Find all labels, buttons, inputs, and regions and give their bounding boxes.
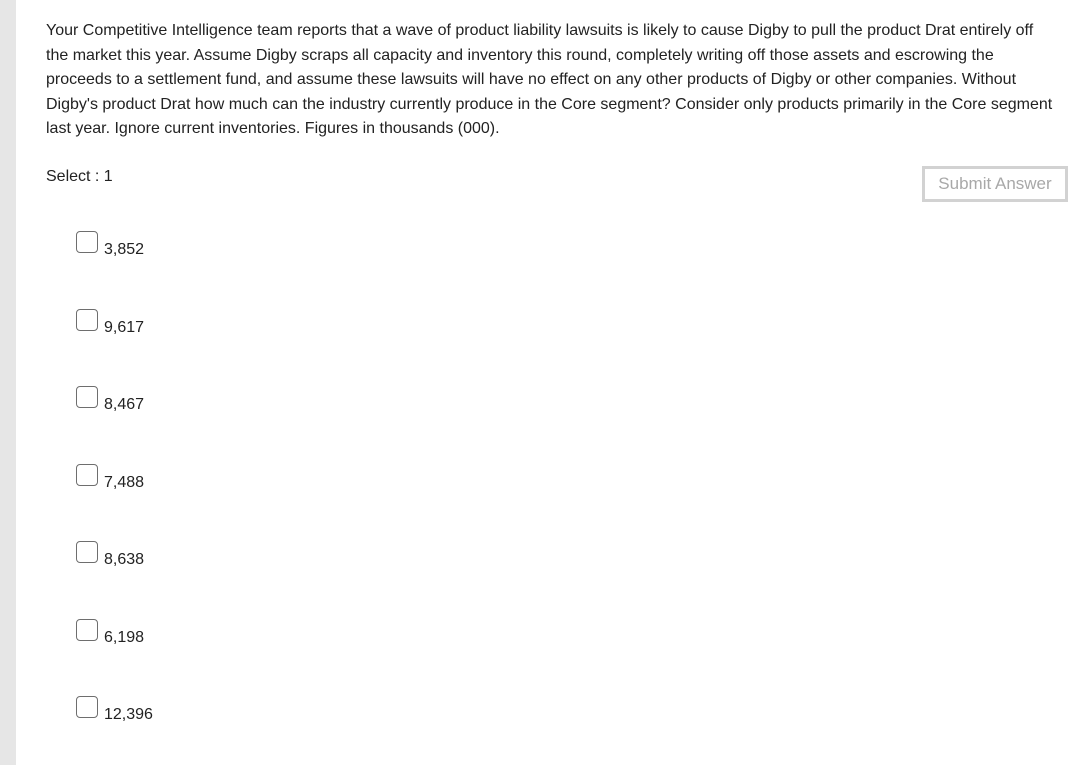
question-text: Your Competitive Intelligence team reports that a wave of product liability lawsuits is likely to cause Digby to pull the product Drat entirely off the market this year. Assume Digby scraps all capacity and inventory this round, completely writing off those assets and escrowing the proceeds to a settlement fund, and assume these lawsuits will have no effect on any other products of Digby or other companies. Without Digby's product Drat how much can the industry currently produce in the Core segment? Consider only products primarily in the Core segment last year. Ignore current inventories. Figures in thousands (000). (46, 22, 1053, 137)
checkbox[interactable] (76, 231, 98, 253)
checkbox[interactable] (76, 309, 98, 331)
answer-option-label: 8,467 (104, 396, 145, 413)
checkbox[interactable] (76, 464, 98, 486)
answer-option-label: 12,396 (104, 706, 153, 723)
answer-option-label: 3,852 (104, 241, 145, 258)
checkbox[interactable] (76, 696, 98, 718)
checkbox[interactable] (76, 386, 98, 408)
answer-option-label: 8,638 (104, 551, 145, 568)
select-count-label: Select : 1 (46, 168, 113, 185)
checkbox[interactable] (76, 619, 98, 641)
answer-option-label: 7,488 (104, 473, 145, 491)
checkbox[interactable] (76, 541, 98, 563)
answer-option-label: 6,198 (104, 628, 145, 646)
left-gutter (0, 0, 16, 765)
submit-answer-button[interactable]: Submit Answer (922, 166, 1068, 202)
answer-option-label: 9,617 (104, 318, 145, 336)
